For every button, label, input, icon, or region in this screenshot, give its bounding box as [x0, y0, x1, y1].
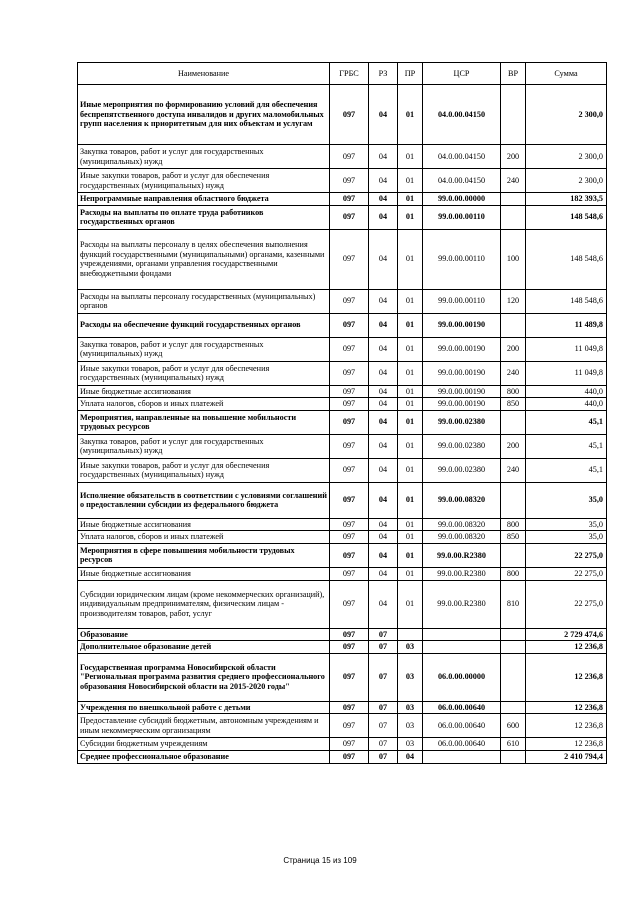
table-row — [78, 385, 607, 398]
cell-rz: 04 — [369, 410, 398, 434]
cell-sum: 12 236,8 — [526, 641, 607, 654]
cell-rz: 04 — [369, 518, 398, 531]
table-row — [78, 361, 607, 385]
table-row — [78, 543, 607, 567]
cell-name: Образование — [78, 628, 330, 641]
cell-name: Закупка товаров, работ и услуг для государственных (муниципальных) нужд — [78, 145, 330, 169]
cell-csr: 99.0.00.R2380 — [423, 567, 501, 580]
cell-vr — [501, 410, 526, 434]
table-row — [78, 628, 607, 641]
cell-name: Непрограммные направления областного бюджета — [78, 193, 330, 206]
cell-name: Иные бюджетные ассигнования — [78, 567, 330, 580]
cell-name: Расходы на обеспечение функций государственных органов — [78, 313, 330, 337]
cell-pr: 03 — [398, 738, 423, 751]
table-row — [78, 714, 607, 738]
table-row — [78, 750, 607, 763]
cell-pr: 01 — [398, 567, 423, 580]
table-row — [78, 701, 607, 714]
cell-grbs: 097 — [330, 580, 369, 628]
cell-rz: 04 — [369, 169, 398, 193]
cell-csr: 99.0.00.00190 — [423, 337, 501, 361]
cell-name: Иные закупки товаров, работ и услуг для обеспечения государственных (муниципальных) нужд — [78, 361, 330, 385]
cell-csr: 04.0.00.04150 — [423, 145, 501, 169]
cell-grbs: 097 — [330, 169, 369, 193]
cell-rz: 04 — [369, 337, 398, 361]
cell-csr: 06.0.00.00000 — [423, 653, 501, 701]
cell-sum: 11 049,8 — [526, 361, 607, 385]
header-vr: ВР — [501, 63, 526, 85]
cell-grbs: 097 — [330, 482, 369, 518]
cell-rz: 04 — [369, 385, 398, 398]
cell-pr: 01 — [398, 145, 423, 169]
table-row — [78, 337, 607, 361]
cell-name: Учреждения по внешкольной работе с детьми — [78, 701, 330, 714]
table-row — [78, 580, 607, 628]
cell-sum: 11 049,8 — [526, 337, 607, 361]
cell-csr: 99.0.00.00110 — [423, 229, 501, 289]
cell-rz: 04 — [369, 145, 398, 169]
cell-vr: 200 — [501, 145, 526, 169]
cell-name: Расходы на выплаты по оплате труда работников государственных органов — [78, 205, 330, 229]
cell-rz: 07 — [369, 701, 398, 714]
cell-sum: 2 729 474,6 — [526, 628, 607, 641]
cell-csr: 99.0.00.R2380 — [423, 543, 501, 567]
cell-csr: 99.0.00.00190 — [423, 361, 501, 385]
cell-name: Предоставление субсидий бюджетным, автономным учреждениям и иным некоммерческим организациям — [78, 714, 330, 738]
table-row — [78, 289, 607, 313]
cell-csr: 99.0.00.08320 — [423, 531, 501, 544]
cell-rz: 04 — [369, 85, 398, 145]
cell-vr — [501, 750, 526, 763]
cell-csr — [423, 641, 501, 654]
cell-vr — [501, 85, 526, 145]
cell-csr: 99.0.00.00110 — [423, 205, 501, 229]
header-rz: РЗ — [369, 63, 398, 85]
cell-vr: 800 — [501, 567, 526, 580]
table-body — [78, 85, 607, 764]
cell-rz: 07 — [369, 714, 398, 738]
cell-pr: 01 — [398, 229, 423, 289]
table-row — [78, 205, 607, 229]
cell-sum: 22 275,0 — [526, 580, 607, 628]
cell-sum: 22 275,0 — [526, 567, 607, 580]
cell-vr — [501, 641, 526, 654]
cell-grbs: 097 — [330, 543, 369, 567]
cell-vr: 610 — [501, 738, 526, 751]
table-row — [78, 85, 607, 145]
cell-pr: 04 — [398, 750, 423, 763]
table-row — [78, 398, 607, 411]
cell-sum: 12 236,8 — [526, 714, 607, 738]
cell-vr: 200 — [501, 434, 526, 458]
cell-pr: 03 — [398, 641, 423, 654]
cell-rz: 07 — [369, 653, 398, 701]
cell-sum: 440,0 — [526, 385, 607, 398]
cell-pr: 01 — [398, 482, 423, 518]
cell-pr: 01 — [398, 205, 423, 229]
cell-name: Иные закупки товаров, работ и услуг для обеспечения государственных (муниципальных) нужд — [78, 169, 330, 193]
cell-name: Иные закупки товаров, работ и услуг для обеспечения государственных (муниципальных) нужд — [78, 458, 330, 482]
cell-pr: 03 — [398, 653, 423, 701]
cell-name: Уплата налогов, сборов и иных платежей — [78, 398, 330, 411]
cell-pr: 01 — [398, 289, 423, 313]
cell-vr — [501, 543, 526, 567]
cell-sum: 12 236,8 — [526, 653, 607, 701]
cell-pr: 01 — [398, 337, 423, 361]
cell-vr: 120 — [501, 289, 526, 313]
cell-grbs: 097 — [330, 750, 369, 763]
cell-name: Среднее профессиональное образование — [78, 750, 330, 763]
cell-pr: 03 — [398, 701, 423, 714]
cell-rz: 04 — [369, 361, 398, 385]
cell-sum: 148 548,6 — [526, 205, 607, 229]
cell-sum: 182 393,5 — [526, 193, 607, 206]
cell-grbs: 097 — [330, 145, 369, 169]
cell-csr: 99.0.00.02380 — [423, 458, 501, 482]
cell-name: Субсидии бюджетным учреждениям — [78, 738, 330, 751]
cell-pr: 01 — [398, 434, 423, 458]
cell-name: Расходы на выплаты персоналу в целях обеспечения выполнения функций государственными (муниципальными) органами, казенными учреждениями, органами управления государственными внебюджетными фондами — [78, 229, 330, 289]
cell-rz: 04 — [369, 289, 398, 313]
header-grbs: ГРБС — [330, 63, 369, 85]
cell-grbs: 097 — [330, 531, 369, 544]
cell-csr: 06.0.00.00640 — [423, 701, 501, 714]
cell-rz: 04 — [369, 580, 398, 628]
header-csr: ЦСР — [423, 63, 501, 85]
cell-csr: 99.0.00.08320 — [423, 482, 501, 518]
cell-vr: 800 — [501, 385, 526, 398]
cell-rz: 04 — [369, 531, 398, 544]
cell-pr: 01 — [398, 193, 423, 206]
cell-grbs: 097 — [330, 313, 369, 337]
cell-csr: 99.0.00.00190 — [423, 313, 501, 337]
cell-vr — [501, 653, 526, 701]
cell-rz: 04 — [369, 482, 398, 518]
cell-sum: 35,0 — [526, 531, 607, 544]
cell-vr: 200 — [501, 337, 526, 361]
cell-name: Уплата налогов, сборов и иных платежей — [78, 531, 330, 544]
cell-name: Исполнение обязательств в соответствии с условиями соглашений о предоставлении субсидии из федерального бюджета — [78, 482, 330, 518]
cell-vr — [501, 628, 526, 641]
cell-csr: 99.0.00.00000 — [423, 193, 501, 206]
cell-sum: 45,1 — [526, 434, 607, 458]
cell-csr: 04.0.00.04150 — [423, 169, 501, 193]
cell-csr: 99.0.00.00110 — [423, 289, 501, 313]
cell-name: Закупка товаров, работ и услуг для государственных (муниципальных) нужд — [78, 337, 330, 361]
cell-rz: 04 — [369, 434, 398, 458]
cell-grbs: 097 — [330, 738, 369, 751]
cell-grbs: 097 — [330, 653, 369, 701]
table-row — [78, 738, 607, 751]
budget-table — [77, 62, 607, 764]
cell-grbs: 097 — [330, 205, 369, 229]
cell-sum: 2 300,0 — [526, 169, 607, 193]
cell-sum: 12 236,8 — [526, 738, 607, 751]
cell-grbs: 097 — [330, 458, 369, 482]
cell-grbs: 097 — [330, 410, 369, 434]
cell-sum: 45,1 — [526, 458, 607, 482]
cell-vr: 810 — [501, 580, 526, 628]
cell-pr: 01 — [398, 580, 423, 628]
cell-pr: 01 — [398, 85, 423, 145]
cell-csr: 99.0.00.R2380 — [423, 580, 501, 628]
page-number: Страница 15 из 109 — [283, 856, 357, 865]
cell-csr — [423, 750, 501, 763]
cell-pr — [398, 628, 423, 641]
cell-grbs: 097 — [330, 518, 369, 531]
table-row — [78, 653, 607, 701]
cell-rz: 07 — [369, 750, 398, 763]
table-row — [78, 193, 607, 206]
cell-vr: 240 — [501, 169, 526, 193]
cell-name: Иные бюджетные ассигнования — [78, 385, 330, 398]
cell-grbs: 097 — [330, 714, 369, 738]
cell-pr: 01 — [398, 169, 423, 193]
table-row — [78, 641, 607, 654]
cell-pr: 01 — [398, 361, 423, 385]
cell-rz: 04 — [369, 205, 398, 229]
cell-pr: 03 — [398, 714, 423, 738]
cell-vr — [501, 313, 526, 337]
cell-name: Мероприятия в сфере повышения мобильности трудовых ресурсов — [78, 543, 330, 567]
cell-pr: 01 — [398, 410, 423, 434]
cell-grbs: 097 — [330, 229, 369, 289]
table-row — [78, 458, 607, 482]
table-row — [78, 567, 607, 580]
table-row — [78, 410, 607, 434]
cell-sum: 11 489,8 — [526, 313, 607, 337]
cell-sum: 148 548,6 — [526, 229, 607, 289]
table-row — [78, 169, 607, 193]
cell-rz: 04 — [369, 543, 398, 567]
cell-name: Закупка товаров, работ и услуг для государственных (муниципальных) нужд — [78, 434, 330, 458]
cell-sum: 35,0 — [526, 518, 607, 531]
cell-vr: 240 — [501, 458, 526, 482]
cell-vr: 100 — [501, 229, 526, 289]
cell-pr: 01 — [398, 313, 423, 337]
cell-grbs: 097 — [330, 567, 369, 580]
cell-sum: 35,0 — [526, 482, 607, 518]
cell-csr: 99.0.00.02380 — [423, 410, 501, 434]
cell-rz: 04 — [369, 398, 398, 411]
header-pr: ПР — [398, 63, 423, 85]
cell-csr: 06.0.00.00640 — [423, 738, 501, 751]
table-row — [78, 482, 607, 518]
cell-csr: 04.0.00.04150 — [423, 85, 501, 145]
cell-grbs: 097 — [330, 628, 369, 641]
cell-grbs: 097 — [330, 361, 369, 385]
cell-rz: 07 — [369, 738, 398, 751]
table-row — [78, 145, 607, 169]
table-row — [78, 313, 607, 337]
cell-csr: 99.0.00.00190 — [423, 385, 501, 398]
cell-csr: 99.0.00.00190 — [423, 398, 501, 411]
cell-sum: 45,1 — [526, 410, 607, 434]
table-row — [78, 434, 607, 458]
cell-name: Иные мероприятия по формированию условий для обеспечения беспрепятственного доступа инвалидов и других маломобильных групп населения к приоритетным для них объектам и услугам — [78, 85, 330, 145]
cell-pr: 01 — [398, 543, 423, 567]
cell-name: Субсидии юридическим лицам (кроме некоммерческих организаций), индивидуальным предпринимателям, физическим лицам - производителям товаров, работ, услуг — [78, 580, 330, 628]
cell-name: Мероприятия, направленные на повышение мобильности трудовых ресурсов — [78, 410, 330, 434]
cell-grbs: 097 — [330, 337, 369, 361]
cell-vr: 800 — [501, 518, 526, 531]
cell-rz: 07 — [369, 641, 398, 654]
cell-vr — [501, 701, 526, 714]
cell-csr: 99.0.00.08320 — [423, 518, 501, 531]
cell-pr: 01 — [398, 385, 423, 398]
cell-grbs: 097 — [330, 398, 369, 411]
cell-vr: 850 — [501, 398, 526, 411]
table-row — [78, 518, 607, 531]
cell-name: Расходы на выплаты персоналу государственных (муниципальных) органов — [78, 289, 330, 313]
cell-vr — [501, 482, 526, 518]
cell-rz: 04 — [369, 229, 398, 289]
cell-vr: 850 — [501, 531, 526, 544]
cell-csr: 99.0.00.02380 — [423, 434, 501, 458]
cell-csr — [423, 628, 501, 641]
cell-rz: 04 — [369, 458, 398, 482]
cell-grbs: 097 — [330, 385, 369, 398]
cell-rz: 04 — [369, 193, 398, 206]
cell-sum: 2 300,0 — [526, 85, 607, 145]
cell-grbs: 097 — [330, 641, 369, 654]
cell-name: Государственная программа Новосибирской области "Региональная программа развития среднего профессионального образования Новосибирской области на 2015-2020 годы" — [78, 653, 330, 701]
cell-grbs: 097 — [330, 289, 369, 313]
cell-sum: 12 236,8 — [526, 701, 607, 714]
cell-name: Дополнительное образование детей — [78, 641, 330, 654]
cell-sum: 148 548,6 — [526, 289, 607, 313]
cell-grbs: 097 — [330, 434, 369, 458]
cell-csr: 06.0.00.00640 — [423, 714, 501, 738]
cell-sum: 2 410 794,4 — [526, 750, 607, 763]
table-row — [78, 531, 607, 544]
cell-name: Иные бюджетные ассигнования — [78, 518, 330, 531]
cell-rz: 04 — [369, 313, 398, 337]
cell-sum: 22 275,0 — [526, 543, 607, 567]
cell-pr: 01 — [398, 458, 423, 482]
cell-pr: 01 — [398, 531, 423, 544]
table-row — [78, 229, 607, 289]
cell-vr — [501, 205, 526, 229]
cell-grbs: 097 — [330, 193, 369, 206]
table-header-row — [78, 63, 607, 85]
cell-pr: 01 — [398, 518, 423, 531]
header-sum: Сумма — [526, 63, 607, 85]
cell-vr: 240 — [501, 361, 526, 385]
cell-rz: 07 — [369, 628, 398, 641]
cell-sum: 440,0 — [526, 398, 607, 411]
header-name: Наименование — [78, 63, 330, 85]
cell-vr: 600 — [501, 714, 526, 738]
cell-vr — [501, 193, 526, 206]
cell-sum: 2 300,0 — [526, 145, 607, 169]
cell-rz: 04 — [369, 567, 398, 580]
cell-grbs: 097 — [330, 85, 369, 145]
cell-pr: 01 — [398, 398, 423, 411]
cell-grbs: 097 — [330, 701, 369, 714]
